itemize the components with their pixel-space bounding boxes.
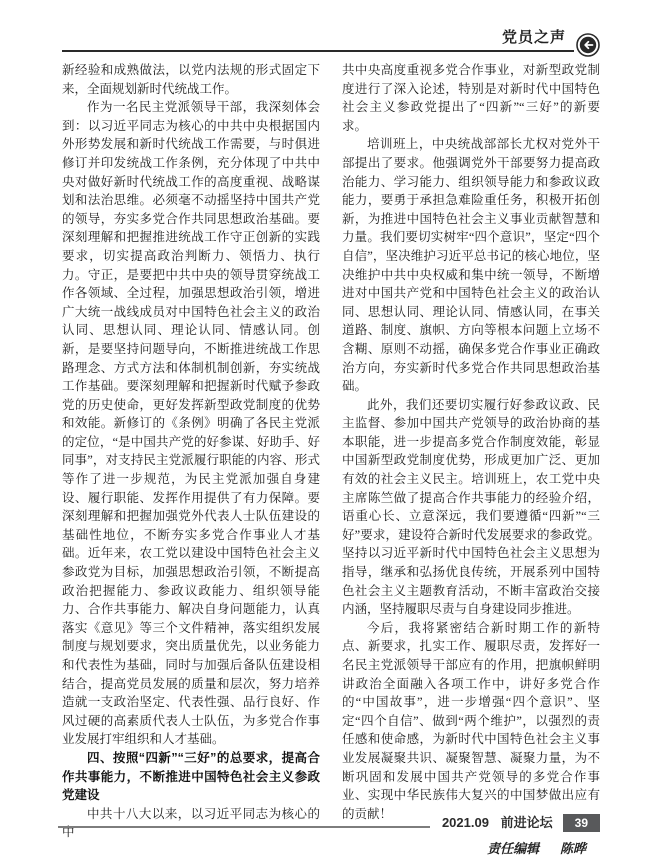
page-header bbox=[62, 26, 600, 52]
section-heading: 四、按照“四新”“三好”的总要求，提高合作共事能力，不断推进中国特色社会主义参政党建设 bbox=[62, 750, 320, 803]
paragraph: 今后，我将紧密结合新时期工作的新特点、新要求，扎实工作、履职尽责，发挥好一名民主党派领导干部应有的作用，把旗帜鲜明讲政治全面融入各项工作中，讲好多党合作的“中国故事”，进一步增强“四个意识”、坚定“四个自信”、做到“两个维护”，以强烈的责任感和使命感，为新时代中国特色社会主义事业发展凝聚共识、凝聚智慧、凝聚力量，为不断巩固和发展中国共产党领导的多党合作事业、实现中华民族伟大复兴的中国梦做出应有的贡献！ bbox=[342, 620, 600, 821]
paragraph: 中共十八大以来，以习近平同志为核心的中 bbox=[62, 806, 320, 840]
right-column bbox=[342, 61, 600, 859]
article-body bbox=[62, 61, 600, 859]
editor-name: 陈晔 bbox=[559, 841, 586, 857]
section-title: 党员之声 bbox=[501, 29, 566, 46]
editor-byline-label: 责任编辑 bbox=[487, 841, 540, 857]
header-rule bbox=[62, 26, 574, 52]
editor-byline bbox=[342, 840, 600, 859]
back-circle-icon bbox=[576, 33, 600, 57]
left-column bbox=[62, 61, 320, 859]
footer-rule bbox=[58, 826, 430, 828]
paragraph: 培训班上，中央统战部部长尤权对党外干部提出了要求。他强调党外干部要努力提高政治能力、学习能力、组织领导能力和参政议政能力，要勇于承担急难险重任务，积极开拓创新，为推进中国特色社会主义事业贡献智慧和力量。我们要切实树牢“四个意识”，坚定“四个自信”，坚决维护习近平总书记的核心地位，坚决维护中共中央权威和集中统一领导，不断增进对中国共产党和中国特色社会主义的政治认同、思想认同、理论认同、情感认同，在事关道路、制度、旗帜、方向等根本问题上立场不含糊、原则不动摇，确保多党合作事业正确政治方向，夯实新时代多党合作共同思想政治基础。 bbox=[342, 137, 600, 394]
paragraph: 此外，我们还要切实履行好参政议政、民主监督、参加中国共产党领导的政治协商的基本职能，进一步提高多党合作制度效能，彰显中国新型政党制度优势，形成更加广泛、更加有效的社会主义民主。培训班上，农工党中央主席陈竺做了提高合作共事能力的经验介绍，语重心长、立意深远，我们要遵循“四新”“三好”要求，建设符合新时代发展要求的参政党。坚持以习近平新时代中国特色社会主义思想为指导，继承和弘扬优良传统，开展系列中国特色社会主义主题教育活动，不断丰富政治交接内涵，坚持履职尽责与自身建设同步推进。 bbox=[342, 397, 600, 617]
paragraph-continued: 新经验和成熟做法，以党内法规的形式固定下来，全面规划新时代统战工作。 bbox=[62, 63, 320, 96]
page-number-badge: 39 bbox=[563, 814, 600, 832]
issue-date: 2021.09 bbox=[441, 815, 489, 830]
journal-name: 前进论坛 bbox=[500, 815, 553, 830]
footer-issue-journal bbox=[442, 816, 553, 830]
paragraph-continued: 共中央高度重视多党合作事业，对新型政党制度进行了深入论述，特别是对新时代中国特色社会主义参政党提出了“四新”“三好”的新要求。 bbox=[342, 63, 600, 133]
page-footer bbox=[58, 814, 600, 830]
paragraph: 作为一名民主党派领导干部，我深刻体会到：以习近平同志为核心的中共中央根据国内外形势发展和新时代统战工作需要，与时俱进修订并印发统战工作条例，充分体现了中共中央对做好新时代统战工作的高度重视、战略谋划和法治思维。必须毫不动摇坚持中国共产党的领导，夯实多党合作共同思想政治基础。要深刻理解和把握推进统战工作守正创新的实践要求，切实提高政治判断力、领悟力、执行力。守正，是要把中共中央的领导贯穿统战工作各领域、全过程，加强思想政治引领，增进广大统一战线成员对中国特色社会主义的政治认同、思想认同、理论认同、情感认同。创新，是要坚持问题导向，不断推进统战工作思路理念、方式方法和体制机制创新，夯实统战工作基础。要深刻理解和把握新时代赋予参政党的历史使命，更好发挥新型政党制度的优势和效能。新修订的《条例》明确了各民主党派的定位，“是中国共产党的好参谋、好助手、好同事”，对支持民主党派履行职能的内容、形式等作了进一步规范，为民主党派加强自身建设、履行职能、发挥作用提供了有力保障。要深刻理解和把握加强党外代表人士队伍建设的基础性地位，不断夯实多党合作事业人才基础。近年来，农工党以建设中国特色社会主义参政党为目标，加强思想政治引领，不断提高政治把握能力、参政议政能力、组织领导能力、合作共事能力、解决自身问题能力，认真落实《意见》等三个文件精神，落实组织发展制度与规划要求，突出质量优先，以业务能力和代表性为基础，同时与加强后备队伍建设相结合，提高党员发展的质量和层次，努力培养造就一支政治坚定、代表性强、品行良好、作风过硬的高素质代表人士队伍，为多党合作事业发展打牢组织和人才基础。 bbox=[62, 100, 320, 747]
